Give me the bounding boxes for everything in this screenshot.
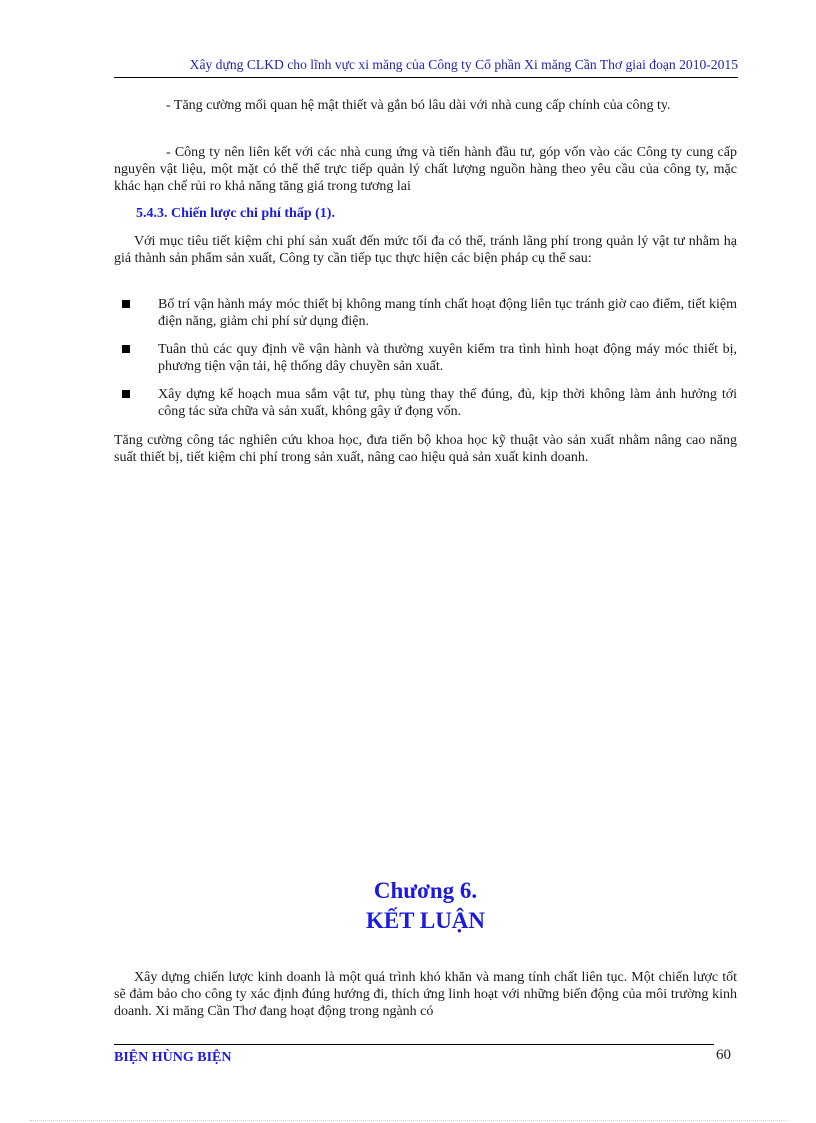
bullet-item: [122, 386, 737, 420]
square-bullet-icon: [122, 300, 130, 308]
square-bullet-icon: [122, 390, 130, 398]
paragraph-conclusion: Xây dựng chiến lược kinh doanh là một quá trình khó khăn và mang tính chất liên tục. Một chiến lược tốt sẽ đảm bảo cho công ty xác định đúng hướng đi, thích ứng linh hoạt với những biến động của môi trường kinh doanh. Xi măng Cần Thơ đang hoạt động trong ngành có: [114, 970, 737, 1019]
chapter-title: KẾT LUẬN: [365, 908, 486, 933]
bullet-text: Xây dựng kế hoạch mua sắm vật tư, phụ tùng thay thế đúng, đủ, kịp thời không làm ảnh hưởng tới công tác sửa chữa và sản xuất, không gây ứ đọng vốn.: [158, 387, 737, 419]
section-heading: 5.4.3. Chiến lược chi phí thấp (1).: [136, 206, 335, 221]
page-edge-divider: [30, 1120, 786, 1121]
running-header: Xây dựng CLKD cho lĩnh vực xi măng của Công ty Cổ phần Xi măng Cần Thơ giai đoạn 2010-2015: [114, 56, 738, 78]
page-number: 60: [716, 1047, 731, 1063]
square-bullet-icon: [122, 345, 130, 353]
footer-rule: [114, 1044, 714, 1045]
bullet-item: [122, 341, 737, 375]
bullet-item: [122, 296, 737, 330]
bullet-text: Tuân thủ các quy định về vận hành và thường xuyên kiểm tra tình hình hoạt động máy móc thiết bị, phương tiện vận tải, hệ thống dây chuyền sản xuất.: [158, 342, 737, 374]
footer-author: BIỆN HÙNG BIỆN: [114, 1050, 232, 1065]
paragraph-closing: Tăng cường công tác nghiên cứu khoa học, đưa tiến bộ khoa học kỹ thuật vào sản xuất nhằm nâng cao năng suất thiết bị, tiết kiệm chi phí trong sản xuất, nâng cao hiệu quả sản xuất kinh doanh.: [114, 433, 737, 465]
chapter-number: Chương 6.: [373, 878, 478, 903]
bullet-text: Bố trí vận hành máy móc thiết bị không mang tính chất hoạt động liên tục tránh giờ cao điểm, tiết kiệm điện năng, giảm chi phí sử dụng điện.: [158, 297, 737, 329]
paragraph-supplier-relations: - Tăng cường mối quan hệ mật thiết và gắn bó lâu dài với nhà cung cấp chính của công ty.: [166, 98, 671, 113]
paragraph-supplier-investment: - Công ty nên liên kết với các nhà cung ứng và tiến hành đầu tư, góp vốn vào các Công ty cung cấp nguyên vật liệu, một mặt có thể thể trực tiếp quản lý chất lượng nguồn hàng theo yêu cầu của công ty, mặc khác hạn chế rủi ro khả năng tăng giá trong tương lai: [114, 145, 737, 194]
paragraph-intro: Với mục tiêu tiết kiệm chi phí sản xuất đến mức tối đa có thể, tránh lãng phí trong quản lý vật tư nhằm hạ giá thành sản phẩm sản xuất, Công ty cần tiếp tục thực hiện các biện pháp cụ thể sau:: [114, 234, 737, 266]
